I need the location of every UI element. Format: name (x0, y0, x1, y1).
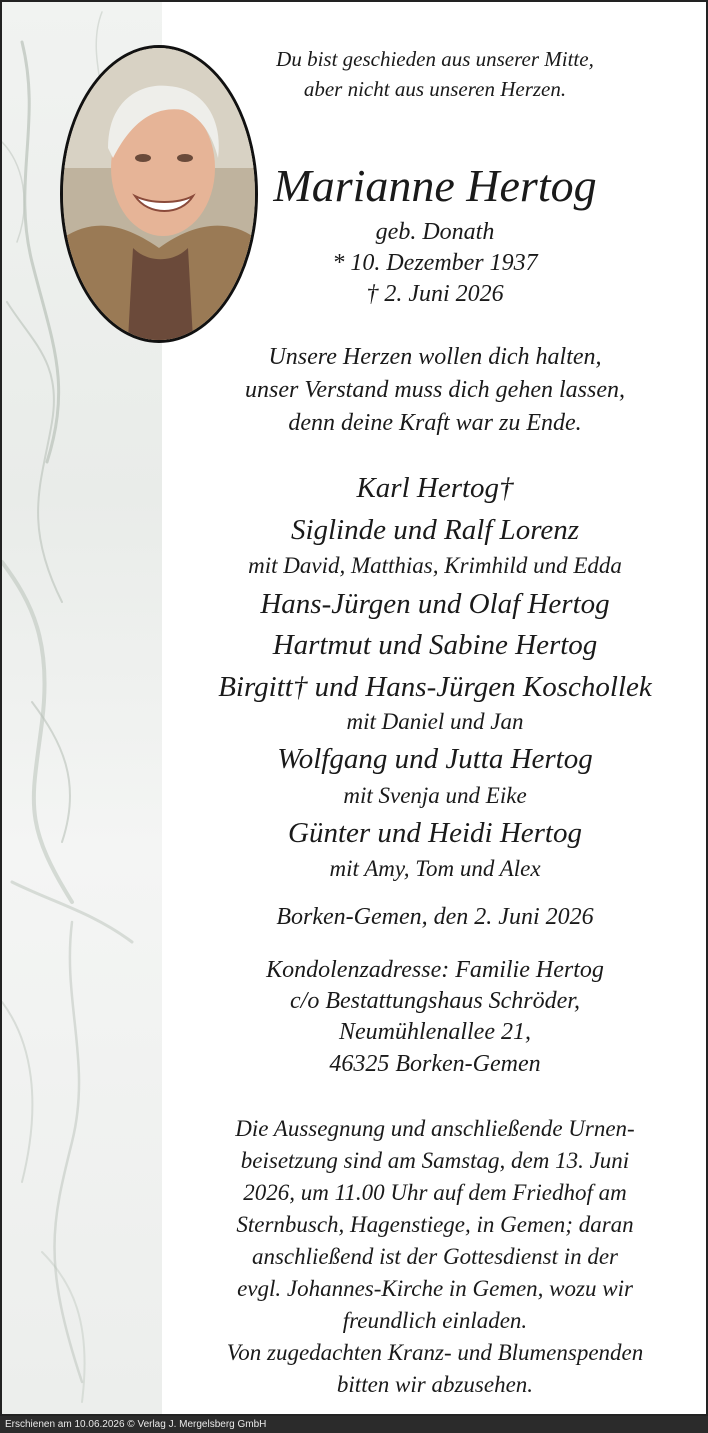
funeral-line: evgl. Johannes-Kirche in Gemen, wozu wir (237, 1276, 633, 1301)
mourner-line: Siglinde und Ralf Lorenz (290, 514, 580, 546)
funeral-line: Von zugedachten Kranz- und Blumenspenden (226, 1340, 644, 1365)
funeral-line: anschließend ist der Gottesdienst in der (251, 1244, 619, 1269)
maiden-name: geb. Donath (375, 219, 495, 245)
mourner-line: Hartmut und Sabine Hertog (272, 629, 598, 661)
condolence-line: Neumühlenallee 21, (339, 1019, 531, 1045)
funeral-line: beisetzung sind am Samstag, dem 13. Juni (240, 1148, 630, 1173)
deceased-name: Marianne Hertog (273, 160, 597, 211)
publication-footer: Erschienen am 10.06.2026 © Verlag J. Mergelsberg GmbH (0, 1416, 708, 1433)
mourner-line: mit Amy, Tom und Alex (329, 856, 541, 881)
poem-line: unser Verstand muss dich gehen lassen, (245, 377, 625, 403)
place-date: Borken-Gemen, den 2. Juni 2026 (276, 904, 594, 930)
condolence-line: 46325 Borken-Gemen (329, 1051, 541, 1077)
mourner-line: Günter und Heidi Hertog (288, 817, 582, 849)
condolence-line: c/o Bestattungshaus Schröder, (290, 988, 580, 1014)
mourner-line: Wolfgang und Jutta Hertog (277, 743, 593, 775)
birth-date: * 10. Dezember 1937 (332, 250, 538, 276)
funeral-line: Sternbusch, Hagenstiege, in Gemen; daran (236, 1212, 634, 1237)
poem-line: denn deine Kraft war zu Ende. (288, 410, 582, 436)
funeral-line: bitten wir abzusehen. (336, 1372, 534, 1397)
quote-line: aber nicht aus unseren Herzen. (303, 77, 567, 101)
mourner-line: mit Svenja und Eike (343, 783, 527, 808)
funeral-line: Die Aussegnung und anschließende Urnen- (235, 1116, 635, 1141)
condolence-line: Kondolenzadresse: Familie Hertog (266, 957, 604, 983)
quote-line: Du bist geschieden aus unserer Mitte, (276, 47, 594, 71)
death-date: † 2. Juni 2026 (366, 281, 504, 307)
mourner-line: Birgitt† und Hans-Jürgen Koschollek (218, 671, 652, 703)
funeral-line: freundlich einladen. (342, 1308, 528, 1333)
mourner-line: mit Daniel und Jan (346, 709, 524, 734)
mourner-line: mit David, Matthias, Krimhild und Edda (248, 553, 622, 578)
mourner-line: Hans-Jürgen und Olaf Hertog (260, 588, 610, 620)
funeral-line: 2026, um 11.00 Uhr auf dem Friedhof am (243, 1180, 627, 1205)
mourner-line: Karl Hertog† (356, 472, 514, 504)
poem-line: Unsere Herzen wollen dich halten, (268, 344, 602, 370)
